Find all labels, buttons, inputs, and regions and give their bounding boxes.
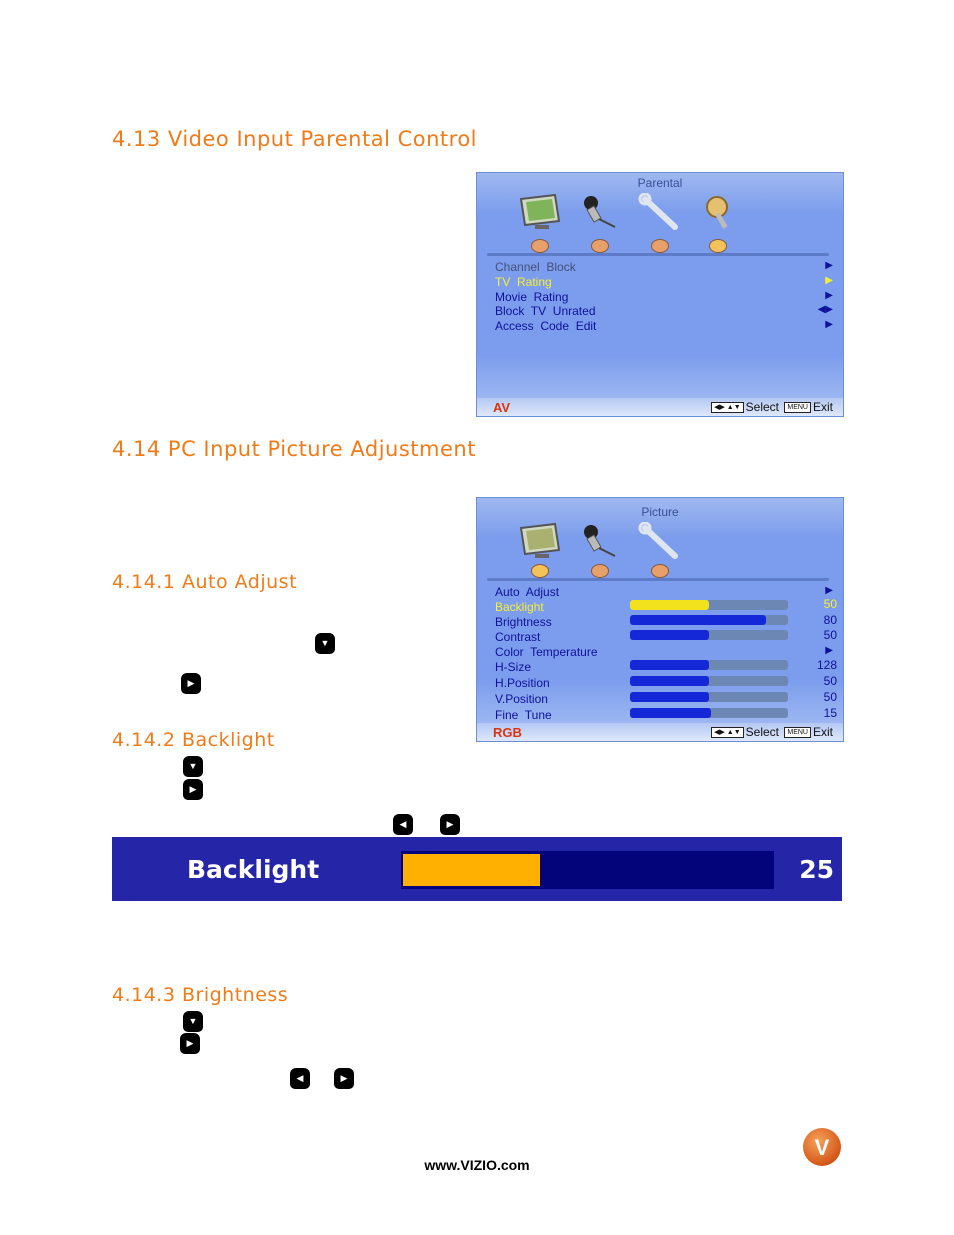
fine-tune-value: 15	[823, 706, 837, 720]
menu-item-channel-block[interactable]: Channel Block	[495, 260, 576, 274]
slider-fill	[630, 600, 709, 610]
chevron-right-icon: ▶	[825, 260, 833, 271]
v-position-slider[interactable]	[630, 692, 788, 702]
menu-key-icon: MENU	[784, 727, 811, 738]
menu-item-tv-rating[interactable]: TV Rating	[495, 275, 552, 289]
help-exit: Exit	[812, 400, 833, 414]
fine-tune-slider[interactable]	[630, 708, 788, 718]
down-button-icon: ▼	[315, 633, 335, 654]
chevron-right-icon: ▶	[825, 645, 833, 656]
help-exit: Exit	[812, 725, 833, 739]
left-right-arrows-icon: ◀▶	[817, 304, 833, 315]
menu-divider	[487, 253, 829, 256]
menu-item-h-position[interactable]: H.Position	[495, 676, 550, 690]
h-position-value: 50	[823, 674, 837, 688]
parental-menu-title: Parental	[637, 176, 683, 190]
wrench-icon	[637, 522, 683, 562]
parental-indicator-icon	[709, 239, 727, 253]
right-button-icon: ▶	[183, 779, 203, 800]
right-button-icon: ▶	[180, 1033, 200, 1054]
contrast-value: 50	[823, 628, 837, 642]
right-button-icon: ▶	[181, 673, 201, 694]
chevron-right-icon: ▶	[825, 290, 833, 301]
menu-item-movie-rating[interactable]: Movie Rating	[495, 290, 569, 304]
footer-url[interactable]: www.VIZIO.com	[424, 1157, 530, 1173]
navigate-keys-icon: ◀▶ ▲▼	[711, 727, 744, 738]
left-button-icon: ◀	[393, 814, 413, 835]
vizio-logo: V	[803, 1128, 841, 1166]
help-select: Select	[745, 725, 780, 739]
brightness-value: 80	[823, 613, 837, 627]
menu-footer	[477, 723, 843, 741]
picture-menu-title: Picture	[641, 505, 679, 519]
backlight-banner-value: 25	[799, 855, 834, 884]
right-button-icon: ▶	[334, 1068, 354, 1089]
backlight-adjust-banner	[112, 837, 842, 901]
input-source-label: RGB	[493, 725, 522, 740]
contrast-slider[interactable]	[630, 630, 788, 640]
picture-menu-screenshot	[476, 497, 844, 742]
setup-indicator-icon	[651, 239, 669, 253]
key-lock-icon	[697, 193, 743, 233]
backlight-value: 50	[823, 597, 837, 611]
tv-icon	[517, 193, 563, 233]
backlight-banner-slider[interactable]	[401, 851, 774, 889]
chevron-right-icon: ▶	[825, 585, 833, 596]
menu-item-brightness[interactable]: Brightness	[495, 615, 552, 629]
picture-indicator-icon	[531, 564, 549, 578]
setup-indicator-icon	[651, 564, 669, 578]
left-button-icon: ◀	[290, 1068, 310, 1089]
menu-item-access-code-edit[interactable]: Access Code Edit	[495, 319, 597, 333]
section-heading-4-14-2: 4.14.2 Backlight	[112, 729, 275, 751]
audio-indicator-icon	[591, 239, 609, 253]
brightness-slider[interactable]	[630, 615, 788, 625]
menu-footer	[477, 398, 843, 416]
menu-item-v-position[interactable]: V.Position	[495, 692, 548, 706]
audio-indicator-icon	[591, 564, 609, 578]
chevron-right-icon: ▶	[825, 275, 833, 286]
menu-item-fine-tune[interactable]: Fine Tune	[495, 708, 552, 722]
right-button-icon: ▶	[440, 814, 460, 835]
down-button-icon: ▼	[183, 1011, 203, 1032]
wrench-icon	[637, 193, 683, 233]
section-heading-4-14-1: 4.14.1 Auto Adjust	[112, 571, 298, 593]
tv-icon	[517, 522, 563, 562]
input-source-label: AV	[493, 400, 511, 415]
v-position-value: 50	[823, 690, 837, 704]
help-select: Select	[745, 400, 780, 414]
h-position-slider[interactable]	[630, 676, 788, 686]
menu-item-color-temperature[interactable]: Color Temperature	[495, 645, 598, 659]
menu-item-block-tv-unrated[interactable]: Block TV Unrated	[495, 304, 596, 318]
section-heading-4-14: 4.14 PC Input Picture Adjustment	[112, 437, 476, 461]
tv-indicator-icon	[531, 239, 549, 253]
h-size-slider[interactable]	[630, 660, 788, 670]
backlight-slider[interactable]	[630, 600, 788, 610]
h-size-value: 128	[816, 658, 837, 672]
slider-fill	[630, 630, 709, 640]
menu-key-icon: MENU	[784, 402, 811, 413]
menu-divider	[487, 578, 829, 581]
slider-fill	[630, 708, 711, 718]
slider-fill	[630, 676, 709, 686]
parental-menu-screenshot	[476, 172, 844, 417]
slider-fill	[630, 660, 709, 670]
menu-item-contrast[interactable]: Contrast	[495, 630, 541, 644]
chevron-right-icon: ▶	[825, 319, 833, 330]
menu-item-h-size[interactable]: H-Size	[495, 660, 532, 674]
slider-fill	[630, 692, 709, 702]
slider-fill	[630, 615, 766, 625]
menu-help	[709, 400, 833, 414]
menu-item-auto-adjust[interactable]: Auto Adjust	[495, 585, 560, 599]
backlight-banner-fill	[403, 854, 540, 886]
section-heading-4-13: 4.13 Video Input Parental Control	[112, 127, 478, 151]
down-button-icon: ▼	[183, 756, 203, 777]
section-heading-4-14-3: 4.14.3 Brightness	[112, 984, 289, 1006]
menu-item-backlight[interactable]: Backlight	[495, 600, 544, 614]
menu-help	[709, 725, 833, 739]
navigate-keys-icon: ◀▶ ▲▼	[711, 402, 744, 413]
microphone-icon	[577, 193, 623, 233]
backlight-banner-label: Backlight	[187, 855, 320, 884]
microphone-icon	[577, 522, 623, 562]
